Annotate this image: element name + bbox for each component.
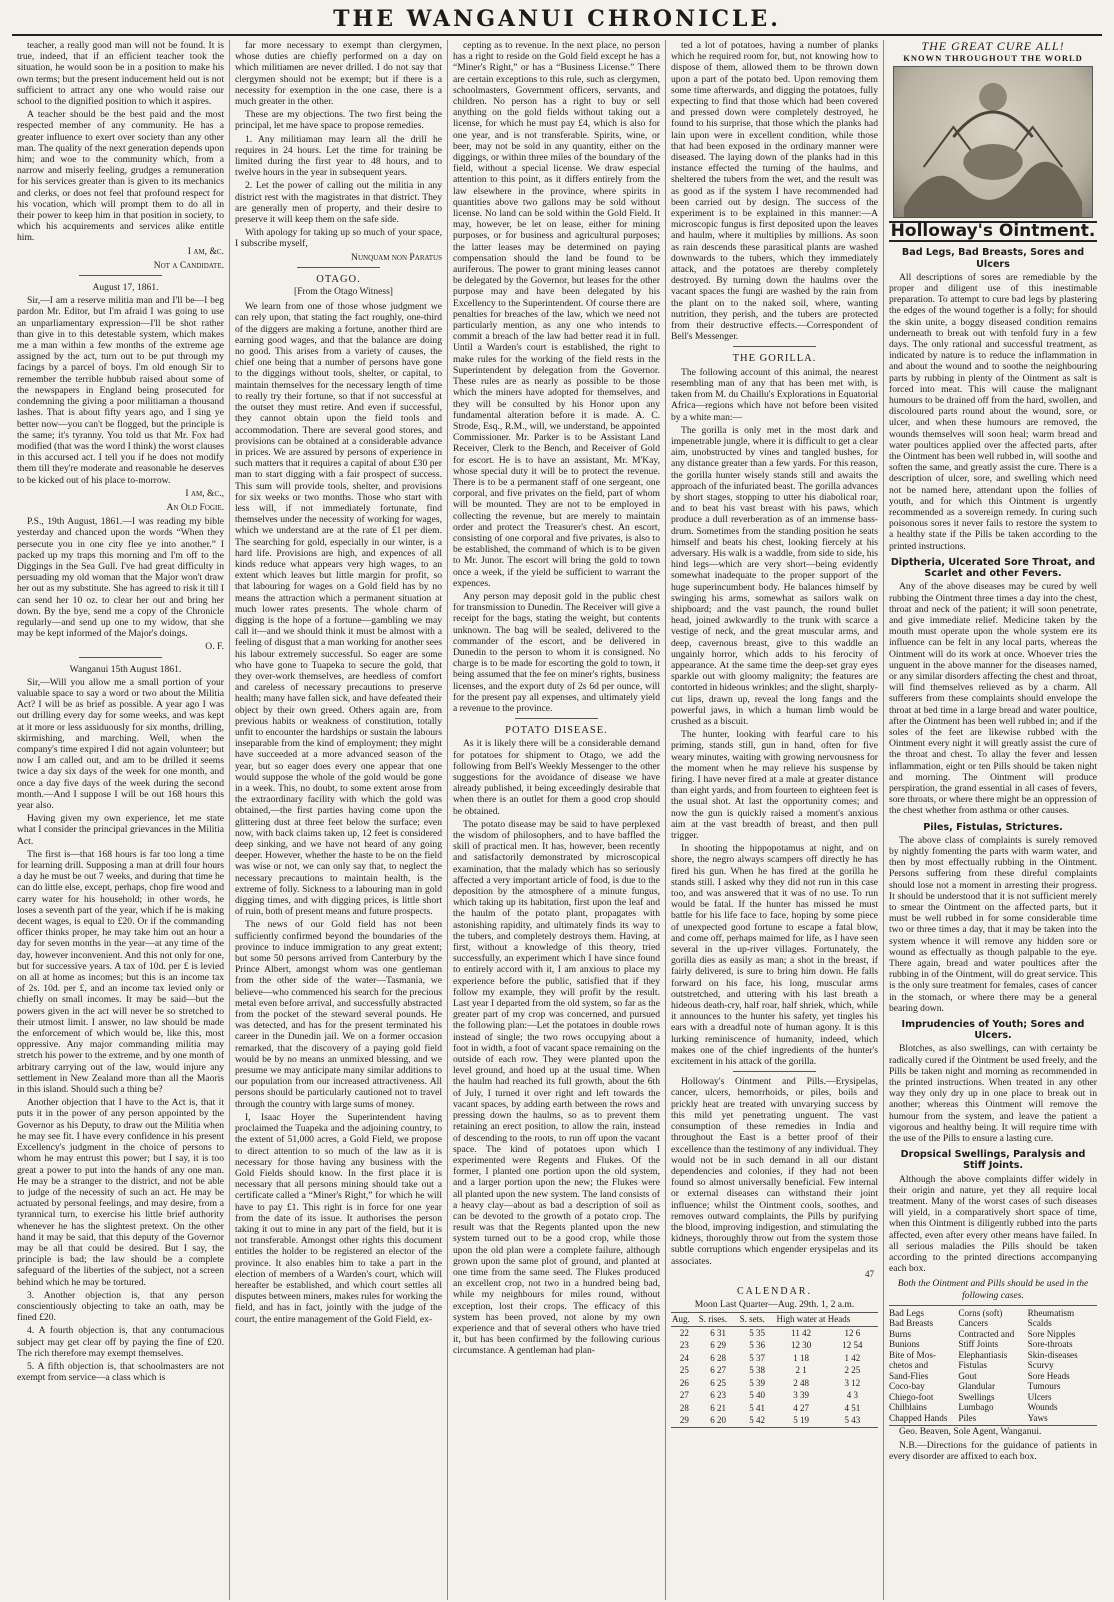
calendar-cell: 23 (679, 1340, 689, 1351)
paragraph: These are my objections. The two first being the principal, let me have space to propose remedies. (235, 109, 442, 132)
ailment-item: Elephantiasis (958, 1349, 1008, 1360)
calendar-table (671, 1312, 878, 1428)
signature: Not a Candidate. (153, 259, 224, 271)
calendar-title: CALENDAR. (737, 1285, 812, 1297)
calendar-cell: 5 37 (749, 1352, 765, 1363)
calendar-cell: 2 1 (795, 1365, 807, 1376)
calendar-row (671, 1364, 878, 1377)
calendar-cell: 2 48 (793, 1377, 809, 1388)
ailment-item: Rheumatism (1027, 1307, 1075, 1318)
article-title-otago: OTAGO. (316, 273, 361, 285)
letter-teacher (17, 40, 224, 271)
ad-slogan-sub: KNOWN THROUGHOUT THE WORLD (903, 53, 1083, 63)
calendar-cell: 6 25 (710, 1377, 727, 1388)
ad-footnote: Both the Ointment and Pills should be used in the following cases. (897, 1278, 1089, 1301)
ailment-item: Gout (958, 1370, 977, 1381)
engraving-image (894, 67, 1092, 217)
article-title-potato-disease: POTATO DISEASE. (505, 725, 608, 737)
divider (515, 718, 598, 719)
ailment-list (889, 1305, 1097, 1427)
paragraph: Sir,—I am a reserve militia man and I'll be—I beg pardon Mr. Editor, but I'm afraid I was going to use an unparliamentary expression—I'll be shot rather than give in to this detestable system, which makes me a man within a few months of the extreme age assigned by the act, turn out to be put through my facings by a parcel of boys. I'm old enough Sir to remember the terrible hubbub raised about some of the newspapers in England being prosecuted for condemning the giving a poor militiaman a thousand lashes. That is about fifty years ago, and I sing ye better now—you can't be flogged, but the principle is the same; it's tyranny. You told us that Mr. Fox had modified (that was the word I think) the worst clauses in this accursed act. I tell you if he does not modify them till they're moderate and reasonable he deserves to be kicked out of his place to-morrow. (17, 295, 225, 486)
ailment-item: Chilblains (889, 1402, 927, 1413)
calendar-cell: 12 30 (790, 1340, 812, 1351)
signature: Nunquam non Paratus (351, 251, 442, 263)
calendar-cell: 5 38 (749, 1365, 765, 1376)
calendar-cell: 12 54 (842, 1340, 863, 1351)
letter-militia-fogie (17, 282, 224, 653)
calendar-cell: 24 (679, 1352, 689, 1363)
paragraph: The news of our Gold field has not been sufficiently confirmed beyond the boundaries of the province to induce immigration to any great extent; but some 50 persons arrived from Canterbury by the Prince Albert, amongst whom was one gentleman from the other side of the water—Tasmania, we believe—who commenced his search for the precious metal even before arrival, and successfully abstracted from the pocket of the steward several pounds. He was detected, and has for the present terminated his career in the Dunedin jail. We on a former occasion remarked, that the discovery of a paying gold field would be by no means an unmixed blessing, and we presume we may anticipate many similar additions to our population from our increased attractiveness. All persons should be particularly cautioned not to travel through the country with large sums of money. (235, 919, 442, 1110)
signature: An Old Fogie. (166, 501, 224, 513)
calendar-header: S. sets. (739, 1313, 776, 1327)
ad-title: Holloway's Ointment. (890, 221, 1096, 242)
calendar-cell: 1 18 (793, 1352, 809, 1363)
paragraph: Sir,—Will you allow me a small portion of your valuable space to say a word or two about the Militia Act? I will be as brief as possible. A year ago I was out drilling every day for some weeks, and was kept at it more or less assiduously for six months, drilling, skirmishing, and marching. Well, when the company's time expired I did not again volunteer; but now I am called out, and am to be drilled it seems twice a day six days of the week for one month, and once a day five days of the week during the second month.—And I suppose I will be out 168 hours this year also. (17, 676, 224, 811)
calendar-cell: 22 (679, 1327, 689, 1338)
paragraph: The potato disease may be said to have perplexed the wisdom of philosophers, and to have baffled the skill of practical men. It has, however, been recently and satisfactorily demonstrated by microscopical examination, that the malady which has so seriously affected a very important article of food, is due to the deposition by the atmosphere of a minute fungus, which taking up its habitation, first upon the leaf and the haulm of the potato plant, propagates with astonishing rapidity, and ultimately finds its way to the tubers, and completely destroys them. Having, at first, without a knowledge of this theory, tried successfully, an experiment which I have since found to entirely accord with it, I am anxious to place my experience before the public, satisfied that if they follow my example, they will profit by the result. Last year I departed from the old system, so far as the greater part of my crop was concerned, and pursued the following plan:—Let the potatoes in double rows instead of single; the two rows occupying about a foot in width, a foot of vacant space remaining on the outside of each row. They were planted upon the level ground, and hoed up at the usual time. When the haulm had reached its full growth, about the 6th of July, I turned it over right and left towards the vacant spaces, by adding earth between the rows and pressing down the haulms, so as to prevent them retaining an erect position, to allow the rain, instead of descending to the roots, to run off upon the vacant space. The kind of potatoes upon which I experimented were Regents and Flukes. Of the former, I planted one portion upon the old system, and a larger portion upon the new; the Flukes were all planted upon the new system. The land consists of a heavy clay—about as bad a description of soil as can be devoted to the growth of a potato crop. The result was that the Regents planted upon the new system turned out to be a good crop, while those upon the old plan were a complete failure, although grown upon the same plot of ground, and planted at one time from the same seed. The Flukes produced an excellent crop, not two in a hundred being bad, while my neighbours for miles round, without exception, lost their crops. The efficacy of this system has been proved, not alone by my own experience and that of several others who have tried it, but has been confirmed by the following curious circumstance. A gentleman had plan- (453, 818, 660, 1357)
calendar-cell: 4 51 (844, 1402, 861, 1413)
ailment-item: Stiff Joints (958, 1339, 999, 1350)
paragraph: The hunter, looking with fearful care to his priming, stands still, gun in hand, often for five weary minutes, waiting with growing nervousness for the moment when he may relieve his suspense by firing. I have never fired at a male at greater distance than eight yards, and from fourteen to eighteen feet is the usual shot. At last the opportunity comes; and now the gun is quickly raised a moment's anxious aim at the vast breadth of breast, and then pull trigger. (671, 729, 878, 842)
ad-section-body: All descriptions of sores are remediable by the proper and diligent use of this inestimable preparation. To attempt to cure bad legs by plastering the edges of the wound together is a folly; for should the skin unite, a boggy diseased condition remains underneath to break out with tenfold fury in a few days. The only rational and successful treatment, as indicated by nature is to reduce the inflammation in and about the wound and to soothe the neighbouring parts by rubbing in plenty of the Ointment as salt is forced into meat. This will cause the malignant humours to be drained off from the hard, swollen, and discoloured parts round about the wound, sore, or ulcer, and when these humours are removed, the wounds themselves will soon heal; warm bread and water poultices applied over the affected parts, after the Ointment has been well rubbed in, will soothe and soften the same, and greatly assist the cure. There is a description of ulcer, sore, and swelling which need not be named here, attendant upon the follies of youth, and for which this Ointment is urgently recommended as a sovereign remedy. In curing such poisonous sores it never fails to restore the system to a healthy state if the Pills be taken according to the printed instructions. (889, 271, 1097, 552)
calendar-header: S. rises. (698, 1313, 739, 1327)
ailment-item: Scalds (1027, 1318, 1052, 1329)
ad-section-body: The above class of complaints is surely removed by nightly fomenting the parts with warm water, and then by most effectually rubbing in the Ointment. Persons suffering from these direful complaints should lose not a moment in arresting their progress. It should be understood that it is not sufficient merely to smear the Ointment on the affected parts, but it must be well rubbed in for some considerable time two or three times a day, that it may be taken into the system whence it will remove any hidden sore or wound as effectually as though palpable to the eye. There again, bread and water poultices after the rubbing in of the Ointment, will do great service. This is the only sure treatment for females, cases of cancer in the stomach, or where there may be a general bearing down. (889, 834, 1097, 1014)
calendar-cell: 4 27 (793, 1402, 809, 1413)
ailment-item: Contracted and (958, 1328, 1015, 1339)
ailment-item: Ulcers (1027, 1391, 1052, 1402)
calendar-row (671, 1352, 878, 1365)
calendar-cell: 29 (671, 1414, 698, 1427)
divider (733, 346, 816, 347)
columns (12, 40, 1102, 1600)
sole-agent: Geo. Beaven, Sole Agent, Wanganui. (899, 1426, 1042, 1438)
calendar-body (671, 1326, 878, 1427)
calendar-cell: 4 3 (846, 1390, 858, 1401)
calendar-row (671, 1326, 878, 1339)
ailment-item: Lumbago (958, 1402, 994, 1413)
ailment-item: Scurvy (1027, 1360, 1054, 1371)
calendar-cell: 3 39 (793, 1390, 809, 1401)
ad-section-heading: Piles, Fistulas, Strictures. (923, 821, 1063, 833)
calendar-header: Aug. (671, 1313, 698, 1327)
ad-section-heading: Dropsical Swellings, Paralysis and Stiff Joints. (900, 1149, 1086, 1172)
column-1 (12, 40, 230, 1600)
ailment-item: Bite of Mos- (889, 1349, 936, 1360)
ad-section-body: Any of the above diseases may be cured by well rubbing the Ointment three times a day into the chest, throat and neck of the patient; it will soon penetrate, and give immediate relief. Medicine taken by the mouth must operate upon the whole system ere its influence can be felt in any local parts, whereas the Ointment will do its work at once. Whoever tries the unguent in the above manner for the diseases named, or any similar disorders affecting the chest and throat, will find themselves relieved as by a charm. All sufferers from these complaints should envelope the throat at bed time in a large bread and water poultice, after the Ointment has been well rubbed in; and if the soles of the feet are likewise rubbed with the Ointment every night it will greatly assist the cure of the throat and chest. To allay the fever and lessen inflammation, eight or ten Pills should be taken night and morning. The Ointment will produce perspiration, the grand essential in all cases of fevers, sore throats, or where there might be an oppression of the chest whether from asthma or other causes. (889, 581, 1097, 817)
calendar-row (671, 1377, 878, 1390)
paragraph: 2. Let the power of calling out the militia in any district rest with the magistrates in that district. They are generally men of property, and their desire to preserve it will keep them on the safe side. (235, 180, 442, 226)
calendar-moon: Moon Last Quarter—Aug. 29th. 1, 2 a.m. (694, 1299, 855, 1311)
paragraph: A teacher should be the best paid and the most respected member of any community. He has a greater influence to exert over society than any other man. The quality of the next generation depends upon him; and woe to the community which, from a narrow and miserly feeling, grudges a remuneration for his services greater than is given to its mechanics and clerks, or does not feel that profound respect for his vocation, which will prompt them to do all in their power to keep him in that position in society, to which his acquirements and services alike entitle him. (17, 109, 224, 244)
calendar-cell: 5 40 (749, 1390, 765, 1401)
ad-section-heading: Imprudencies of Youth; Sores and Ulcers. (901, 1019, 1085, 1042)
paragraph: Any person may deposit gold in the public chest for transmission to Dunedin. The Receiver will give a receipt for the bags, stating the weight, but contents unknown. The bag will be sealed, delivered to the commander of the escort, and be delivered in Dunedin to the person to whom it is consigned. No charge is to be made for escorting the gold to town, it being assumed that the fee on miner's rights, business licenses, and the export duty of 2s 6d per ounce, will for the present pay all expenses, and ultimately yield a revenue to the province. (453, 590, 660, 714)
ailment-item: Chapped Hands (889, 1412, 948, 1423)
calendar-cell: 6 21 (710, 1402, 727, 1413)
initials: O. F. (205, 641, 224, 653)
calendar-cell: 5 36 (749, 1340, 765, 1351)
calendar-cell: 5 19 (776, 1414, 827, 1427)
calendar-row (671, 1339, 878, 1352)
ailment-item: Chiego-foot (889, 1391, 934, 1402)
paragraph: Having given my own experience, let me state what I consider the principal grievances in the Militia Act. (17, 813, 224, 847)
paragraph: far more necessary to exempt than clergymen, whose duties are chiefly performed on a day on which militiamen are never drilled. I do not say that clergymen should not be exempt; but if there is a necessity for exemption in the one case, there is a much greater in the other. (235, 40, 442, 108)
ad-sections (889, 247, 1097, 1274)
divider (297, 267, 380, 268)
divider (79, 275, 162, 276)
ailment-item: Yaws (1027, 1412, 1048, 1423)
calendar-cell: 6 29 (710, 1340, 727, 1351)
column-5 (884, 40, 1102, 1600)
ailment-item: Corns (soft) (958, 1307, 1003, 1318)
calendar-cell: 3 12 (844, 1377, 861, 1388)
paragraph: In shooting the hippopotamus at night, and on shore, the negro always scampers off directly he has fired his gun. When he has fired at the gorilla he stands still. I asked why they did not run in this case too, and was answered that it was of no use. To run would be fatal. If the hunter has missed he must battle for his life face to face, hoping by some piece of unexpected good fortune to escape a fatal blow, and come off, perhaps maimed for life, as I have seen several in the up-river villages. Fortunately, the gorilla dies as easily as man; a shot in the breast, if fairly delivered, is sure to bring him down. He falls forward on his face, his long, muscular arms outstretched, and uttering with his last breath a hideous death-cry, half roar, half shriek, which, while it announces to the hunter his safety, yet tingles his ears with a dreadful note of human agony. It is this lurking reminiscence of humanity, indeed, which makes one of the chief ingredients of the hunter's excitement in his attack of the gorilla. (671, 843, 878, 1068)
calendar-cell: 5 41 (749, 1402, 765, 1413)
column-2 (230, 40, 448, 1600)
letter-militia-act (17, 664, 224, 1384)
paragraph: Holloway's Ointment and Pills.—Erysipelas, cancer, ulcers, hemorrhoids, or piles, boils and prickly heat are treated with unvarying success by this mild yet penetrating unguent. The vast consumption of these remedies in India and throughout the East is a better proof of their excellence than the testimony of any individual. They would not be in such demand in all our distant dependencies and colonies, if they had not been found so almost universally beneficial. Few internal or external diseases can withstand their joint influence; whilst the Ointment cools, soothes, and removes outward complaints, the Pills by purifying the blood, improving indigestion, and stimulating the kidneys, thoroughly throw out from the system those subtle corruptions which engender erysipelas and its associates. (671, 1076, 878, 1267)
paragraph: ted a lot of potatoes, having a number of planks which he required room for, but, not knowing how to dispose of them, allowed them to be thrown down upon a part of the potato bed. Upon removing them some time afterwards, and digging the potatoes, fully expecting to find that those which had been covered and pressed down were completely destroyed, he found to his surprise, that those which the planks had lain upon were in excellent condition, while those that had been exposed in the ordinary manner were diseased. The laying down of the planks had in this instance effected the turning of the haulms, and sheltered the tubers from the wet, and the result was as good as if the system I have recommended had been carried out by design. The success of the experiment is to be explained in this manner:—A microscopic fungus is first deposited upon the leaves and haulm, where it multiplies by millions. As soon as rain descends these parasitical plants are washed downwards to the tubers, which they immediately attack, and the potatoes are thereby completely destroyed. By turning down the haulms over the vacant spaces the fungi are washed by the rain from the plant on to the naked soil, where, wanting nutrition, they perish, and the tubers are protected from their destructive effects.—Correspondent of Bell's Messenger. (671, 40, 878, 343)
calendar-cell: 1 42 (844, 1352, 861, 1363)
paragraph: The following account of this animal, the nearest resembling man of any that has been met with, is taken from M. du Chaillu's Explorations in Equatorial Africa—regions which have not before been visited by a white man:— (671, 366, 878, 423)
calendar-cell: 25 (679, 1365, 689, 1376)
ailment-item: Skin-diseases (1027, 1349, 1078, 1360)
ailment-item: Glandular (958, 1381, 996, 1392)
calendar-header-row (671, 1313, 878, 1327)
ad-section-heading: Bad Legs, Bad Breasts, Sores and Ulcers (901, 247, 1085, 270)
calendar-cell: 6 23 (710, 1390, 727, 1401)
calendar-cell: 26 (679, 1377, 689, 1388)
paragraph: cepting as to revenue. In the next place, no person has a right to reside on the Gold field except he has a “Miner's Right,” or has a “Business License.” There are certain exceptions to this rule, such as clergymen, schoolmasters, Government officers, servants, and children. No person has a right to buy or sell anything on the gold fields without taking out a license, for which he must pay £4, which is also for one year, and is not transferable. Spirits, wine, or beer, may not be sold in any quantity, either on the diggings, or within three miles of the boundary of the field, without a special license. We draw especial attention to this point, as it differs entirely from the law elsewhere in the province, where spirits in quantities above two gallons may be sold without license. No land can be sold within the Gold Field. It may, however, be let on lease, either for mining purposes, or for business and agricultural purposes; the latter leases may be determined on paying compensation should the land be found to be auriferous. The power to grant mining leases cannot be delegated by the Governor, but leases for the other purpose may and have been delegated by his Excellency to the Superintendent. Of course there are penalties for breaches of the law, which we need not particularly mention, as any one who intends to commit a breach of the law had better read it in full. Until a Warden's court is established, the right to make rules for the working of the field rests in the Superintendent by delegation from the Governor. These rules are as nearly as possible to be those which the miners have adopted for themselves, and they will be consulted by his Honor upon any fundamental alteration before it is made. A. C. Strode, Esq., R.M., will, we understand, be appointed Commissioner. Mr. Parker is to be Assistant Land Receiver, Clerk to the Bench, and Receiver of Gold for escort. He is to have an assistant, Mr. M'Kay, whose special duty it will be to protect the revenue. There is to be a permanent staff of one sergeant, one corporal, and five privates on the field, part of whom will be mounted. They are not to be employed in collecting the revenue, but are merely to maintain order and protect the Treasurer's chest. An escort, consisting of one corporal and five privates, is also to be established, the command of which is to be given to Mr. Junor. The escort will bring the gold to town once a week, if the yield be sufficient to warrant the expences. (453, 40, 660, 589)
article-title-gorilla: THE GORILLA. (732, 353, 817, 365)
calendar-row (671, 1389, 878, 1402)
paragraph: As it is likely there will be a considerable demand for potatoes for shipment to Otago, we add the following from Bell's Weekly Messenger to the other suggestions for the avoidance of disease we have already published, it being exceedingly desirable that when there is an outlet for them a good crop should be obtained. (453, 738, 660, 817)
ailment-item: Piles (958, 1412, 977, 1423)
divider (733, 1071, 816, 1072)
ad-slogan: THE GREAT CURE ALL! (921, 40, 1065, 53)
article-source: [From the Otago Witness] (294, 287, 393, 298)
ailment-item: chetos and (889, 1360, 929, 1371)
ailment-item: Bunions (889, 1339, 920, 1350)
paragraph: We learn from one of those whose judgment we can rely upon, that stating the fact roughly, one-third of the diggers are making a fortune, another third are earning good wages, and that the balance are doing no good. This arises from a variety of causes, the chief one being that a number of persons have gone to the diggings without tools, shelter, or capital, to maintain themselves for the necessary length of time to really try their fortune, so that if not successful at the outset they must retire. And even if successful, they cannot obtain upon the field tools and accommodation. There are several good stores, and provisions can be obtained at a considerable advance in prices. We are assured by persons of experience in such matters that it requires a capital of about £30 per man to start digging with a fair prospect of success. This sum will provide tools, shelter, and provisions for six weeks or two months. Those who start with less will, if not immediately fortunate, find themselves under the necessity of working for wages, which we understand are at the rate of £1 per diem. The searching for gold, especially in our winter, is a hard life. Provisions are high, and expences of all kinds reduce what appears very high wages, to an extent which leaves but little margin for profit, so that labouring for wages on a Gold field has by no means the attraction which a permanent situation at much lower rates presents. The whole charm of digging is the hope of a fortune—gambling we may call it—and we should think it must be almost with a feeling of disgust that a man working for another sees his labour extremely successful. So eager are some who have gone to Tuapeka to secure the gold, that they over-work themselves, are heedless of comfort and careless of necessary precautions to preserve health; many have fallen sick, and have defeated their object by their own greed. Others again are, from previous habits or weakness of constitution, totally unfit to encounter the hardships or sustain the labours inseparable from the kind of employment; they might have succeeded at a more advanced season of the year, but so eager does every one appear that one would suppose the whole of the gold would be gone in a week. This, no doubt, to some extent arose from the extraordinary facility with which the gold was obtained,—the first parties having come upon the glittering dust at three feet below the surface; even now, with back claims taken up, 12 feet is considered deep sinking, and we have not heard of any going deeper. However, whether the haste to be on the field was wise or not, we can only say that, to neglect the necessary precautions to maintain health, is the extreme of folly. Sickness to a labouring man in gold digging times, and with digging prices, is little short of ruin, both of present means and future prospects. (235, 301, 442, 918)
calendar-cell: 11 42 (791, 1327, 812, 1338)
ailment-item: Tumours (1027, 1381, 1061, 1392)
ailment-item: Sore Heads (1027, 1370, 1070, 1381)
calendar-header: High water at Heads (776, 1313, 878, 1327)
calendar-cell: 6 27 (710, 1365, 727, 1376)
calendar-cell: 2 25 (844, 1365, 861, 1376)
paragraph: teacher, a really good man will not be found. It is true, indeed, that if an efficient teacher took the situation, he would soon be in a position to make his own terms; but the present inducement held out is not sufficient to attract any one who would raise our school to the dignified position to which it aspires. (17, 40, 224, 108)
calendar-row (671, 1402, 878, 1415)
ad-section-body: Blotches, as also swellings, can with certainty be radically cured if the Ointment be used freely, and the Pills be taken night and morning as recommended in the printed instructions. When treated in any other way they only dry up in one place to break out in another; whereas this Ointment will remove the humour from the system, and leave the patient a vigorous and healthy being. It will require time with the use of the Pills to ensure a lasting cure. (889, 1043, 1097, 1145)
column-4 (666, 40, 884, 1600)
ailment-item: Sore-throats (1027, 1339, 1073, 1350)
ailment-item: Burns (889, 1328, 911, 1339)
paragraph: The first is—that 168 hours is far too long a time for learning drill. Supposing a man at drill four hours a day he must be out 7 weeks, and during that time he can do little else, except, perhaps, chop fire wood and carry water for his household; in other words, he loses a seventh part of the year, which if he is making decent wages, is equal to £20. Or if the commanding officer thinks proper, he may take him out an hour a day for seven months in the year—at any time of the day, however inconvenient. And this not only for one, but for successive years. A tax of 10d. per £ is levied on all at home as incomes; but this is an income tax of 2s. 10d. per £, and an income tax levied only or chiefly on small incomes. It may be said—but the powers given in the act will never be so stretched to their utmost limit. I answer, no law should be made the enforcement of which would be, like this, most oppressive. Any major commanding militia may stretch his power to the extreme, and by one month of arbitrary carrying out of the law, would injure any settlement in New Zealand more than all the Maoris in this island. Should such a thing be? (17, 848, 225, 1096)
calendar-cell: 28 (679, 1402, 689, 1413)
calendar-cell: 6 28 (710, 1352, 727, 1363)
ailment-item: Wounds (1027, 1402, 1058, 1413)
calendar-cell: 5 43 (827, 1414, 878, 1427)
closing: I am, &c., (185, 487, 224, 499)
calendar-cell: 5 42 (739, 1414, 776, 1427)
dateline: August 17, 1861. (92, 282, 159, 294)
ad-section-body: Although the above complaints differ widely in their origin and nature, yet they all require local treatment. Many of the worst cases of such diseases will yield, in a comparatively short space of time, when this Ointment is diligently rubbed into the parts affected, even after every other means have failed. In all serious maladies the Pills should be taken according to the printed directions accompanying each box. (889, 1173, 1097, 1275)
paragraph: 4. A fourth objection is, that any contumacious subject may get clear off by paying the fine of £20. The rich therefore may exempt themselves. (17, 1325, 224, 1359)
ailment-item: Sore Nipples (1027, 1328, 1076, 1339)
dateline: Wanganui 15th August 1861. (69, 663, 182, 675)
ad-section-heading: Diptheria, Ulcerated Sore Throat, and Scarlet and other Fevers. (890, 556, 1096, 580)
calendar-cell: 5 35 (749, 1327, 765, 1338)
ailment-item: Bad Legs (889, 1307, 924, 1318)
masthead: THE WANGANUI CHRONICLE. (12, 6, 1102, 36)
paragraph: 1. Any militiaman may learn all the drill he requires in 24 hours. Let the time for training be limited during the first year to 48 hours, and to twelve hours in the year in subsequent years. (235, 133, 442, 179)
notice-number: 47 (865, 1268, 874, 1279)
closing: I am, &c. (187, 245, 224, 257)
paragraph: The gorilla is only met in the most dark and impenetrable jungle, where it is difficult to get a clear aim, unobstructed by vines and tangled bushes, for any distance greater than a few yards. For this reason, the gorilla hunter wisely stands still and awaits the approach of the infuriated beast. The gorilla advances by short stages, stopping to utter his diabolical roar, and to beat his vast breast with his paws, which produce a dull reverberation as of an immense bass-drum. Sometimes from the standing position he seats himself and beats his chest, looking fiercely at his adversary. His walk is a waddle, from side to side, his hind legs—which are very short—being evidently somewhat inadequate to the proper support of the huge superincumbent body. He balances himself by swinging his arms, somewhat as sailors walk on shipboard; and the vast paunch, the round bullet head, joined awkwardly to the trunk with scarce a vestige of neck, and the great muscular arms, and deep, cavernous breast, give to this waddle an ungainly horror, which adds to his ferocity of appearance. At the same time the deep-set gray eyes sparkle out with gloomy malignity; the features are contorted in hideous wrinkles; and the slight, sharply-cut lips, drawn up, reveal the long fangs and the powerful jaws, in which a human limb would be crushed as a biscuit. (671, 424, 878, 727)
ailment-item: Sand-Flies (889, 1370, 929, 1381)
ailment-item: Coco-bay (889, 1381, 925, 1392)
column-3 (448, 40, 666, 1600)
engraving-illustration (893, 66, 1093, 218)
paragraph: Another objection that I have to the Act is, that it puts it in the power of any person appointed by the Governor as his Deputy, to draw out the Militia when he may see fit. I have every confidence in his present Excellency's judgment in the choice of persons to whom he may entrust this power; but I say, it is too great a power to put into the hands of any one man. He may be a stranger to the district, and not be able to judge of the necessity of such an act. He may be actuated by personal feelings, and may desire, from a tyrannical turn, to exercise his little brief authority whenever he has the slightest pretext. On the other hand it may be said, that this deputy of the Governor may be all that could be desired. But I say, the principle is bad; the law should be a complete safeguard of the liberties of the subject, not a screen behind which he may be tortured. (17, 1097, 224, 1288)
calendar-cell: 12 6 (844, 1327, 861, 1338)
calendar-cell: 6 31 (710, 1327, 727, 1338)
ailment-item: Cancers (958, 1318, 988, 1329)
paragraph: 5. A fifth objection is, that schoolmasters are not exempt from service—a class which is (17, 1360, 224, 1384)
calendar-cell: 6 20 (698, 1414, 739, 1427)
paragraph: 3. Another objection is, that any person conscientiously objecting to take an oath, may be fined £20. (17, 1289, 224, 1324)
ailment-item: Fistulas (958, 1360, 987, 1371)
paragraph: I, Isaac Hoyer the Superintendent having proclaimed the Tuapeka and the adjoining country, to the extent of 51,000 acres, a Gold Field, we propose to direct attention to so much of the law as it is necessary for those having any business with the Gold Fields should know. In the first place it is necessary that all persons mining should take out a certificate called a “Miner's Right,” for which he will have to pay £1. This right is in force for one year from the date of its issue. It authorises the person taking it out to mine in any part of the field, but it is not transferable. Amongst other rights this document entitles the holder to be registered an elector of the province. It also enables him to take a part in the election of members of a Warden's court, which will hereafter be established, and which court settles all disputes between miners, makes rules for working the field, and has in fact, jointly with the judge of the court, the entire management of the Gold Field, ex- (235, 1111, 442, 1325)
nb-note: N.B.—Directions for the guidance of patients in every disorder are affixed to each box. (889, 1439, 1097, 1462)
calendar-row (671, 1414, 878, 1427)
paragraph: With apology for taking up so much of your space, I subscribe myself, (235, 227, 442, 250)
ailment-item: Bad Breasts (889, 1318, 934, 1329)
postscript: P.S., 19th August, 1861.—I was reading my bible yesterday and chanced upon the words “When they persecute you in one city flee ye into another.” I packed up my traps this morning and I'm off to the Diggings in the Sea Gull. I've had great difficulty in persuading my old woman that the Major won't draw her out as my substitute. She has agreed to risk it till I can send her 10 oz. to clear her out and bring her down. By the bye, send me a copy of the Chronicle regularly—and send up one to my widow, that she may be kept informed of the Major's doings. (17, 516, 224, 640)
calendar-cell: 27 (679, 1390, 689, 1401)
calendar-cell: 5 39 (749, 1377, 765, 1388)
ailment-item: Swellings (958, 1391, 995, 1402)
divider (79, 657, 162, 658)
